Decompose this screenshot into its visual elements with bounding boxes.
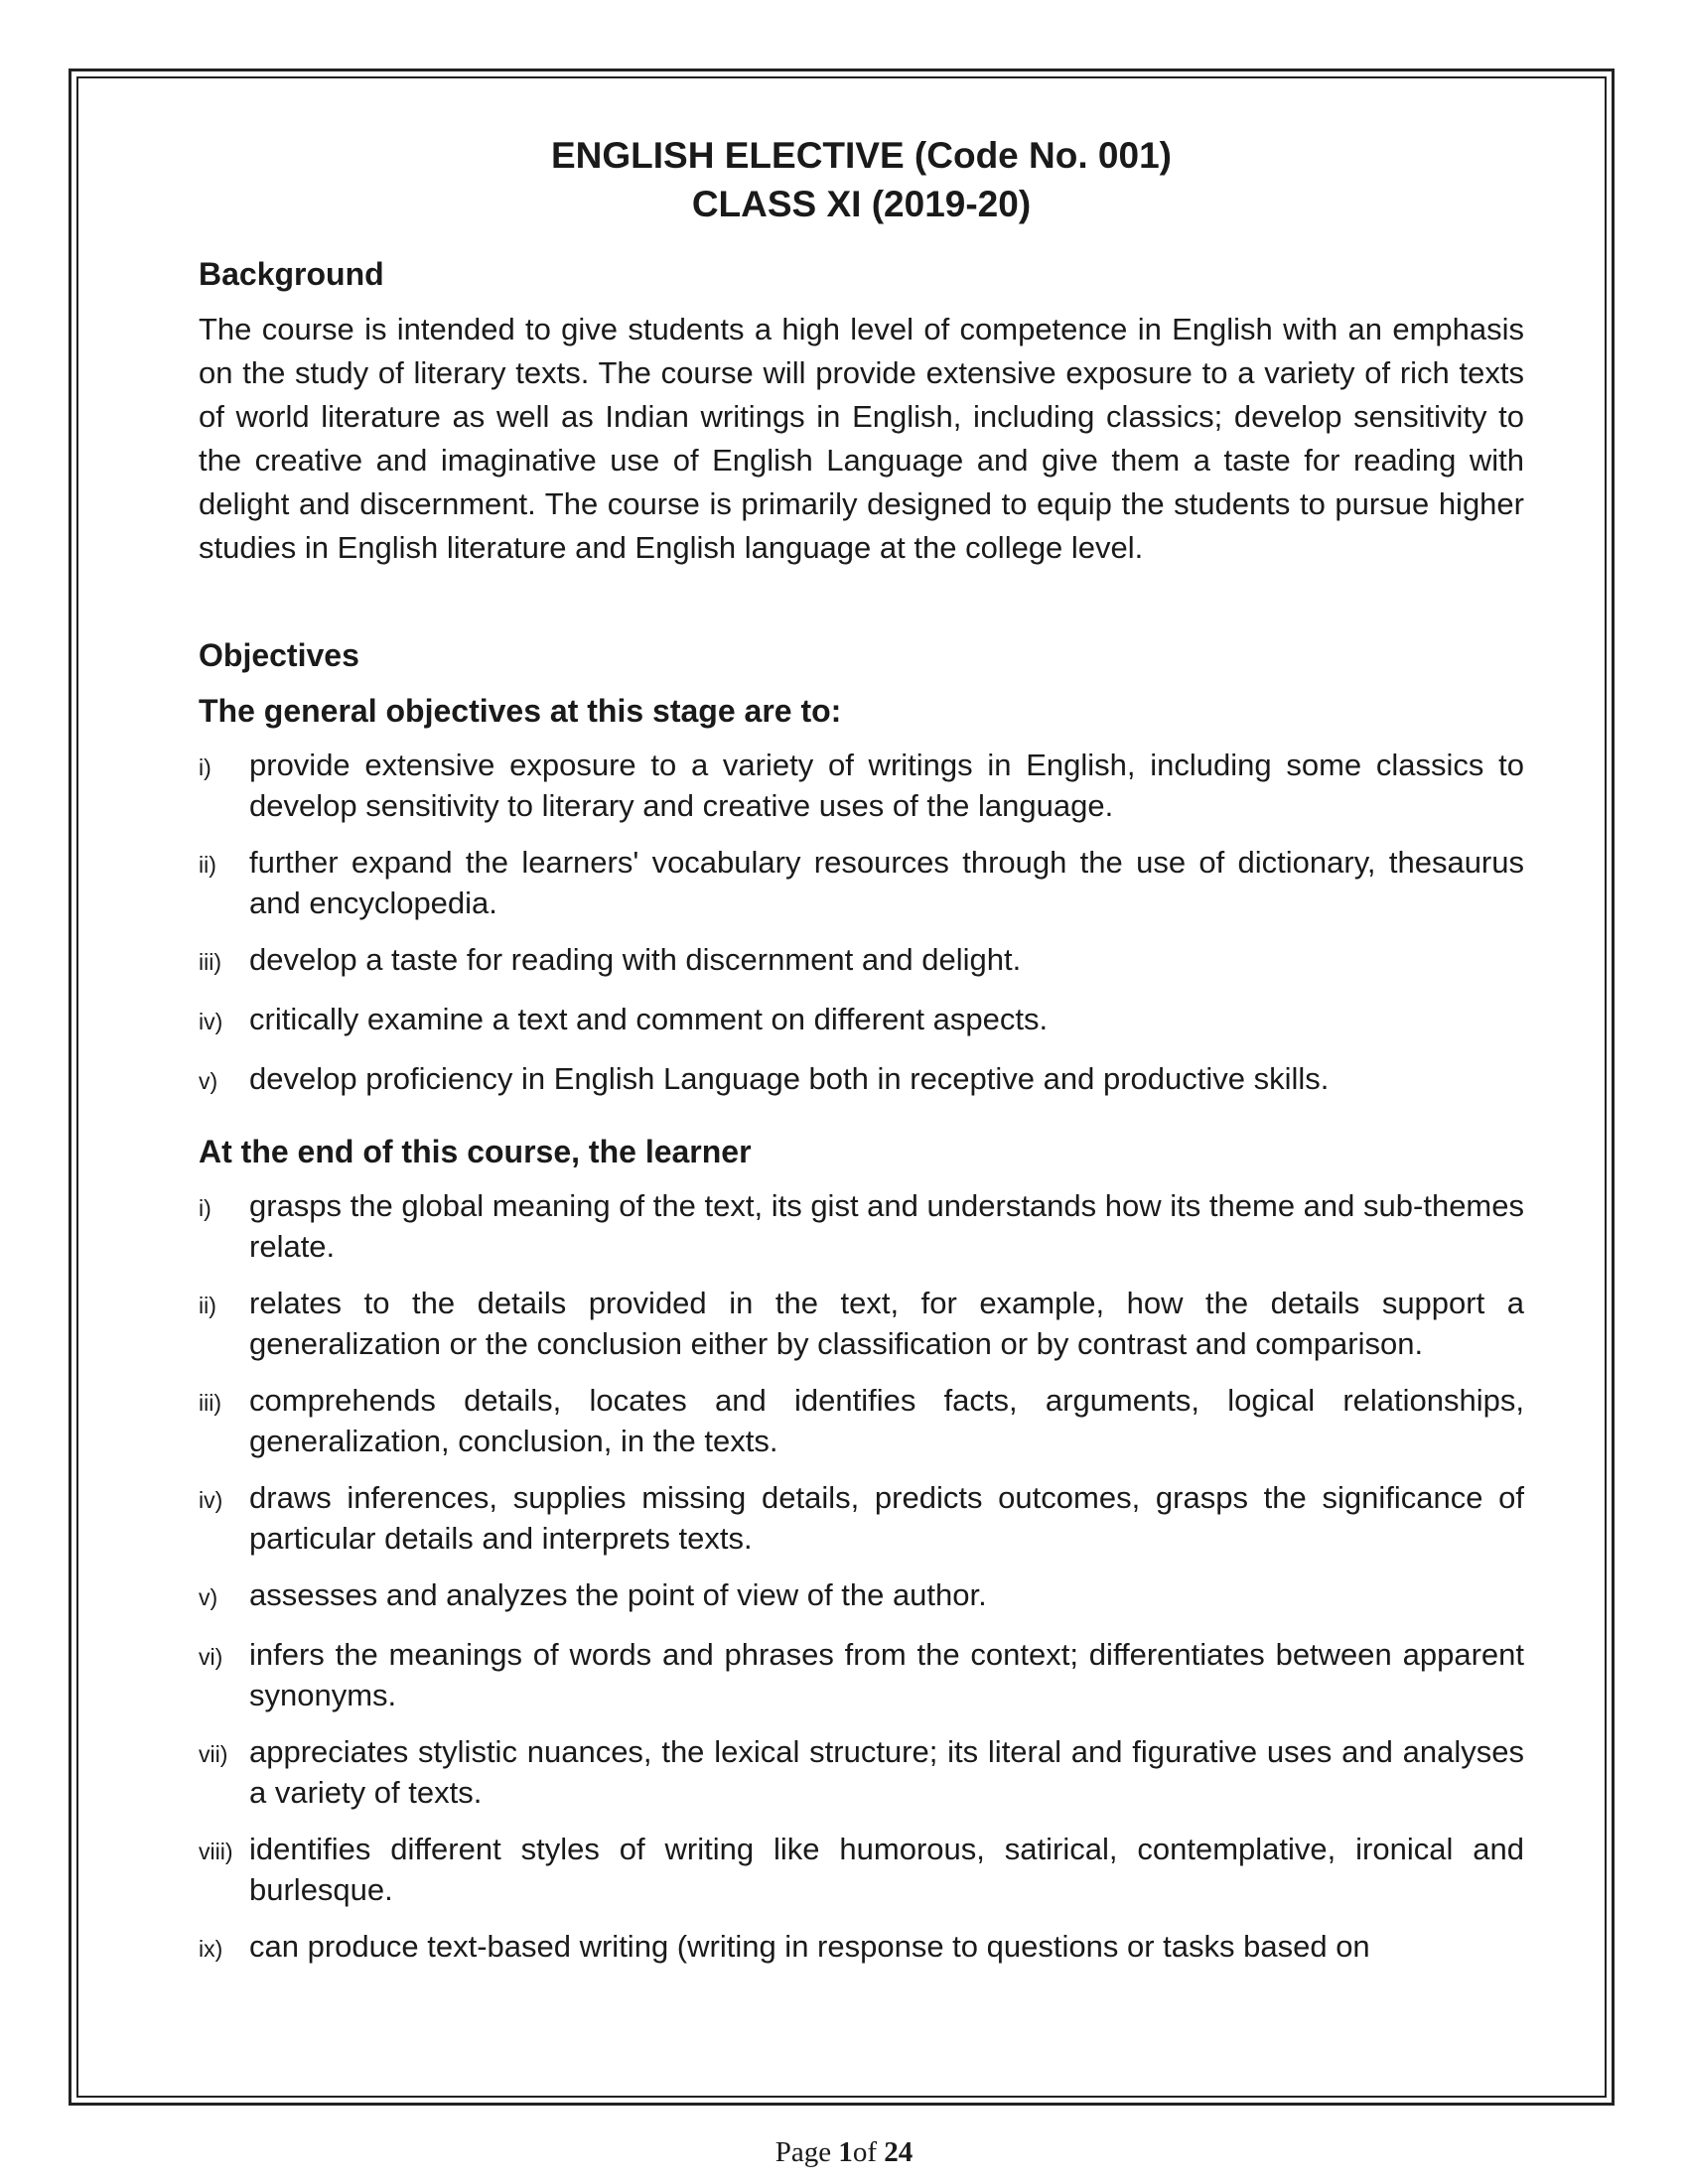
document-body — [199, 131, 1524, 1985]
list-item — [199, 842, 1524, 923]
list-item-number: i) — [199, 1195, 211, 1221]
list-item-number: iv) — [199, 1009, 223, 1034]
list-item-number: iv) — [199, 1487, 223, 1513]
list-item — [199, 1829, 1524, 1910]
list-item-number: v) — [199, 1068, 218, 1094]
list-item — [199, 1574, 1524, 1618]
list-item — [199, 1731, 1524, 1813]
outcomes-heading: At the end of this course, the learner — [199, 1134, 752, 1169]
list-item — [199, 1634, 1524, 1715]
list-item — [199, 1380, 1524, 1461]
background-heading: Background — [199, 256, 384, 292]
list-item-number: ii) — [199, 852, 216, 878]
list-item-number: v) — [199, 1584, 218, 1610]
page-number: 1 — [838, 2136, 853, 2168]
objectives-heading: Objectives — [199, 637, 359, 673]
page-footer — [0, 2136, 1688, 2169]
document-title: ENGLISH ELECTIVE (Code No. 001) — [551, 135, 1172, 176]
list-item-text: can produce text-based writing (writing in response to questions or tasks based on — [249, 1929, 1370, 1964]
list-item — [199, 1283, 1524, 1364]
outcomes-list — [199, 1185, 1524, 1970]
list-item — [199, 745, 1524, 826]
list-item-number: viii) — [199, 1839, 233, 1864]
list-item-number: ii) — [199, 1293, 216, 1318]
list-item — [199, 1926, 1524, 1970]
list-item-text: infers the meanings of words and phrases from the context; differentiates between apparent synonyms. — [249, 1637, 1524, 1712]
list-item-text: develop a taste for reading with discernment and delight. — [249, 942, 1022, 977]
list-item-text: draws inferences, supplies missing details, predicts outcomes, grasps the significance of particular details and interprets texts. — [249, 1480, 1524, 1556]
list-item-text: develop proficiency in English Language both in receptive and productive skills. — [249, 1061, 1330, 1096]
list-item-text: grasps the global meaning of the text, its gist and understands how its theme and sub-themes relate. — [249, 1188, 1524, 1264]
list-item — [199, 939, 1524, 983]
objectives-list — [199, 745, 1524, 1102]
list-item-number: ix) — [199, 1936, 223, 1962]
list-item-number: iii) — [199, 949, 221, 975]
list-item-number: i) — [199, 754, 211, 780]
page-of-label: of — [852, 2136, 878, 2168]
list-item-number: vii) — [199, 1741, 228, 1767]
list-item-text: critically examine a text and comment on different aspects. — [249, 1002, 1049, 1036]
list-item-text: appreciates stylistic nuances, the lexical structure; its literal and figurative uses and analyses a variety of texts. — [249, 1734, 1524, 1810]
page-label: Page — [774, 2136, 832, 2168]
list-item — [199, 999, 1524, 1042]
list-item-text: further expand the learners' vocabulary resources through the use of dictionary, thesaurus and encyclopedia. — [249, 845, 1524, 920]
list-item-number: vi) — [199, 1644, 223, 1670]
list-item-text: identifies different styles of writing like humorous, satirical, contemplative, ironical and burlesque. — [249, 1832, 1524, 1907]
list-item-text: comprehends details, locates and identifies facts, arguments, logical relationships, generalization, conclusion, in the texts. — [249, 1383, 1524, 1458]
background-paragraph: The course is intended to give students a high level of competence in English with an emphasis on the study of literary texts. The course will provide extensive exposure to a variety of rich texts of world literature as well as Indian writings in English, including classics; develop sensitivity to the creative and imaginative use of English Language and give them a taste for reading with delight and discernment. The course is primarily designed to equip the students to pursue higher studies in English literature and English language at the college level. — [199, 312, 1524, 565]
list-item — [199, 1058, 1524, 1102]
list-item-number: iii) — [199, 1390, 221, 1416]
objectives-subheading: The general objectives at this stage are to: — [199, 693, 842, 729]
list-item-text: assesses and analyzes the point of view of the author. — [249, 1577, 987, 1612]
document-subtitle: CLASS XI (2019-20) — [691, 184, 1032, 224]
list-item-text: relates to the details provided in the text, for example, how the details support a generalization or the conclusion either by classification or by contrast and comparison. — [249, 1286, 1524, 1361]
list-item — [199, 1477, 1524, 1559]
list-item-text: provide extensive exposure to a variety of writings in English, including some classics to develop sensitivity to literary and creative uses of the language. — [249, 748, 1524, 823]
page-total: 24 — [884, 2136, 914, 2168]
list-item — [199, 1185, 1524, 1267]
